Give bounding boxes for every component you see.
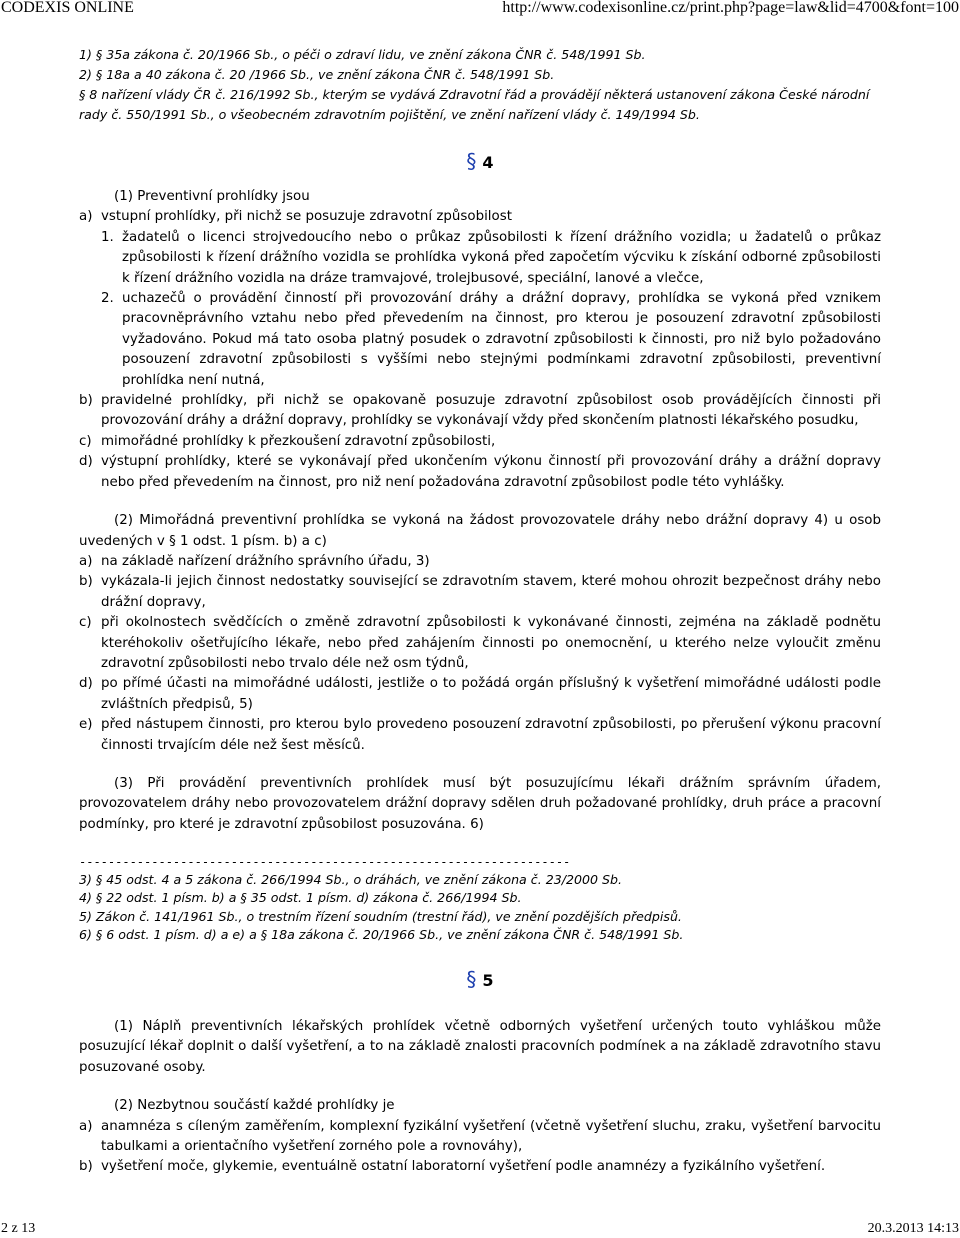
list-text: vykázala-li jejich činnost nedostatky související se zdravotním stavem, které mohou ohrozit bezpečnost dráhy nebo drážní dopravy, [101, 574, 881, 610]
list-item [79, 432, 881, 452]
footnote: 4) § 22 odst. 1 písm. b) a § 35 odst. 1 písm. d) zákona č. 266/1994 Sb. [79, 890, 522, 906]
list-text: před nástupem činnosti, pro kterou bylo provedeno posouzení zdravotní způsobilosti, po přerušení výkonu pracovní činnosti trvajícím déle než šest měsíců. [101, 717, 881, 753]
list-label: c) [79, 433, 92, 449]
footnote: 6) § 6 odst. 1 písm. d) a e) a § 18a zákona č. 20/1966 Sb., ve znění zákona ČNR č. 548/1991 Sb. [79, 926, 684, 942]
footnote: 3) § 45 odst. 4 a 5 zákona č. 266/1994 Sb., o dráhách, ve znění zákona č. 23/2000 Sb. [79, 872, 623, 888]
list-item [79, 207, 881, 227]
reference-line: 1) § 35a zákona č. 20/1966 Sb., o péči o zdraví lidu, ve znění zákona ČNR č. 548/1991 Sb. [79, 47, 646, 62]
section-5-body [79, 1017, 881, 1178]
list-label: b) [79, 1159, 93, 1175]
list-item [79, 1117, 881, 1158]
list-label: b) [79, 393, 93, 409]
list-text: anamnéza s cíleným zaměřením, komplexní fyzikální vyšetření (včetně vyšetření sluchu, zraku, vyšetření barvocitu tabulkami a orientačního vyšetření zorného pole a rovnováhy), [101, 1118, 881, 1155]
list-label: a) [79, 1118, 93, 1134]
print-header [0, 0, 960, 18]
list-text: vstupní prohlídky, při nichž se posuzuje zdravotní způsobilost [101, 209, 512, 225]
print-footer [0, 1221, 960, 1238]
list-item [79, 674, 881, 715]
list-text: po přímé účasti na mimořádné události, jestliže o to požádá orgán příslušný k vyšetření mimořádné události podle zvláštních předpisů, 5) [101, 676, 881, 712]
document-body [79, 45, 881, 1178]
list-item [79, 613, 881, 674]
paragraph-symbol-icon: § [466, 149, 477, 173]
list-label: a) [79, 209, 93, 225]
sub-list-item [79, 289, 881, 391]
paragraph-3: (3) Při provádění preventivních prohlídek musí být posuzujícímu lékaři drážním správním úřadem, provozovatelem dráhy nebo provozovatelem drážní dopravy sdělen druh požadované prohlídky, druh práce a pracovní podmínky, pro které je zdravotní způsobilost posuzována. 6) [79, 775, 881, 832]
list-text: při okolnostech svědčících o změně zdravotní způsobilosti k vykonávané činnosti, zejména na základě podnětu kteréhokoliv ošetřujícího lékaře, nebo před zahájením činnosti po onemocnění, u kterého nelze vyloučit změnu zdravotní způsobilosti nebo trvalo déle než osm týdnů, [101, 615, 881, 671]
list-item [79, 391, 881, 432]
list-label: b) [79, 574, 93, 590]
list-item [79, 572, 881, 613]
sub-list-item [79, 228, 881, 289]
section-heading-5 [79, 964, 881, 994]
list-label: c) [79, 615, 92, 631]
list-text: žadatelů o licenci strojvedoucího nebo o průkaz způsobilosti k řízení drážního vozidla; u žadatelů o průkaz způsobilosti k řízení drážního vozidla se prohlídka vykoná před započetím výcviku k získání odborné způsobilosti k řízení drážního vozidla na dráze tramvajové, trolejbusové, speciální, lanové a vlečce, [122, 229, 881, 286]
list-label: 1. [101, 229, 114, 245]
section-4-body [79, 187, 881, 835]
list-text: uchazečů o provádění činností při provozování dráhy a drážní dopravy, prohlídka se vykoná před vznikem pracovněprávního vztahu nebo před převedením na činnost, pro kterou je posouzení zdravotní způsobilosti vyžadováno. Pokud má tato osoba platný posudek o zdravotní způsobilosti k činnosti, pro niž bylo požadováno posouzení zdravotní způsobilosti s vyššími nebo stejnými podmínkami zdravotní způsobilosti, preventivní prohlídka není nutná, [122, 291, 881, 388]
list-text: na základě nařízení drážního správního úřadu, 3) [101, 553, 430, 569]
paragraph-symbol-icon: § [466, 967, 477, 991]
page-counter: 2 z 13 [1, 1221, 36, 1236]
footnote: 5) Zákon č. 141/1961 Sb., o trestním řízení soudním (trestní řád), ve znění pozdějších předpisů. [79, 908, 682, 924]
list-item [79, 452, 881, 493]
list-text: výstupní prohlídky, které se vykonávají před ukončením výkonu činností při provozování dráhy a drážní dopravy nebo před převedením na činnost, pro niž není požadována zdravotní způsobilost podle této vyhlášky. [101, 454, 881, 490]
paragraph-2-intro: (2) Nezbytnou součástí každé prohlídky je [114, 1098, 395, 1114]
paragraph-1: (1) Náplň preventivních lékařských prohlídek včetně odborných vyšetření určených touto vyhláškou může posuzující lékař doplnit o další vyšetření, a to na základě znalosti pracovních podmínek a na základě zdravotního stavu posuzované osoby. [79, 1019, 881, 1075]
list-item [79, 552, 881, 572]
list-item [79, 1157, 881, 1177]
list-text: vyšetření moče, glykemie, eventuálně ostatní laboratorní vyšetření podle anamnézy a fyzikálního vyšetření. [101, 1159, 826, 1175]
list-label: a) [79, 553, 93, 569]
footnotes [79, 853, 881, 944]
site-title: CODEXIS ONLINE [1, 0, 134, 16]
reference-line: § 8 nařízení vlády ČR č. 216/1992 Sb., kterým se vydává Zdravotní řád a provádějí některá ustanovení zákona České národní rady č. 550/1991 Sb., o všeobecném zdravotním pojištění, ve znění nařízení vlády č. 149/1994 Sb. [79, 87, 870, 122]
section-number: 5 [482, 971, 494, 990]
list-label: e) [79, 717, 93, 733]
top-references [79, 45, 881, 125]
list-label: d) [79, 676, 93, 692]
paragraph-intro: (1) Preventivní prohlídky jsou [114, 189, 310, 204]
list-text: mimořádné prohlídky k přezkoušení zdravotní způsobilosti, [101, 433, 496, 449]
footnote-divider: -------------------------------------------------------------------- [79, 855, 571, 870]
page-url[interactable]: http://www.codexisonline.cz/print.php?page=law&lid=4700&font=100 [502, 0, 959, 16]
list-label: d) [79, 454, 93, 470]
section-heading-4 [79, 146, 881, 176]
section-number: 4 [482, 153, 494, 172]
print-timestamp: 20.3.2013 14:13 [867, 1221, 959, 1236]
list-text: pravidelné prohlídky, při nichž se opakovaně posuzuje zdravotní způsobilost osob provádějících činnosti při provozování dráhy a drážní dopravy, prohlídky se vykonávají vždy před skončením platnosti lékařského posudku, [101, 393, 881, 429]
list-item [79, 715, 881, 756]
reference-line: 2) § 18a a 40 zákona č. 20 /1966 Sb., ve znění zákona ČNR č. 548/1991 Sb. [79, 67, 555, 82]
paragraph-2: (2) Mimořádná preventivní prohlídka se vykoná na žádost provozovatele dráhy nebo drážní dopravy 4) u osob uvedených v § 1 odst. 1 písm. b) a c) [79, 513, 881, 549]
list-label: 2. [101, 291, 114, 307]
